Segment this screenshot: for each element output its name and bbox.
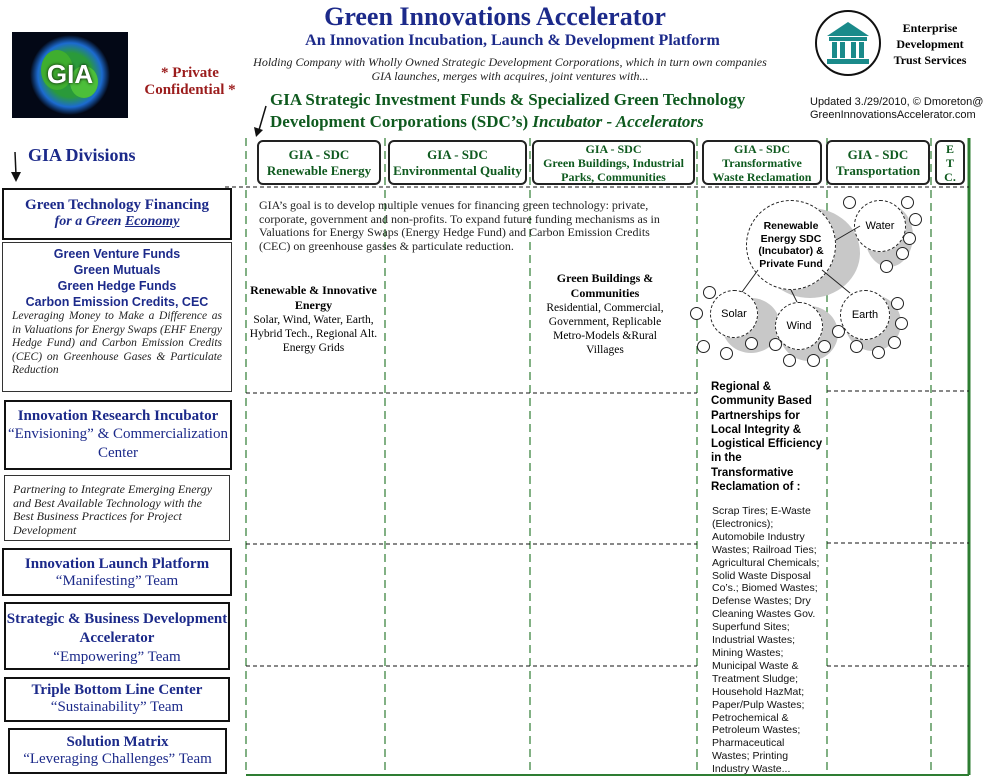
satellite-dot <box>745 337 758 350</box>
satellite-dot <box>903 232 916 245</box>
wind-circle[interactable]: Wind <box>775 302 823 350</box>
waste-list: Scrap Tires; E-Waste (Electronics); Automobile Industry Wastes; Railroad Ties; Agricultural Chemicals; Solid Waste Disposal Co’s.; Biomed Wastes; Defense Wastes; Dry Cleaning Wastes Gov. Superfund Sites; Industrial Wastes; Mining Wastes; Municipal Waste & Treatment Sludge; Household HazMat; Paper/Pulp Wastes; Petrochemical & Petroleum Wastes; Pharmaceutical Wastes; Printing Industry Waste... <box>712 505 820 776</box>
satellite-dot <box>891 297 904 310</box>
satellite-dot <box>896 247 909 260</box>
updated-line-2: GreenInnovationsAccelerator.com <box>810 109 976 121</box>
sdc-environmental-quality[interactable]: GIA - SDC Environmental Quality <box>388 140 527 185</box>
research-subtitle: “Envisioning” & Commercialization Center <box>8 426 228 461</box>
water-circle[interactable]: Water <box>854 200 906 252</box>
page-subtitle: An Innovation Incubation, Launch & Development Platform <box>305 32 720 49</box>
renewable-body: Solar, Wind, Water, Earth, Hybrid Tech., Regional Alt. Energy Grids <box>249 314 378 354</box>
triple-subtitle: “Sustainability” Team <box>50 699 184 715</box>
fund-item[interactable]: Green Mutuals <box>73 263 161 277</box>
funds-line-2: Development Corporations (SDC’s) Incubator - Accelerators <box>270 112 704 131</box>
satellite-dot <box>807 354 820 367</box>
satellite-dot <box>888 336 901 349</box>
launch-title: Innovation Launch Platform <box>24 556 210 572</box>
sdc-green-buildings[interactable]: GIA - SDC Green Buildings, Industrial Parks, Communities <box>532 140 695 185</box>
regional-title: Regional & Community Based Partnerships for Local Integrity & Logistical Efficiency in the Transformative Reclamation of : <box>711 381 823 494</box>
updated-line-1: Updated 3./29/2010, © Dmoreton@ <box>810 96 983 108</box>
satellite-dot <box>880 260 893 273</box>
funds-line-1: GIA Strategic Investment Funds & Specialized Green Technology <box>270 90 746 109</box>
satellite-dot <box>832 325 845 338</box>
renewable-title: Renewable & Innovative Energy <box>250 283 377 312</box>
logo-text: GIA <box>46 59 94 89</box>
center-circle[interactable]: Renewable Energy SDC (Incubator) & Private Fund <box>746 200 836 290</box>
satellite-dot <box>720 347 733 360</box>
trust-line-3: Trust Services <box>893 53 967 67</box>
satellite-dot <box>872 346 885 359</box>
satellite-dot <box>843 196 856 209</box>
satellite-dot <box>703 286 716 299</box>
page-title: Green Innovations Accelerator <box>324 2 666 31</box>
satellite-dot <box>895 317 908 330</box>
strategic-subtitle: “Empowering” Team <box>53 649 181 665</box>
financing-subtitle: for a Green Economy <box>54 214 180 229</box>
divisions-heading: GIA Divisions <box>28 145 136 165</box>
fund-item[interactable]: Green Hedge Funds <box>57 279 177 293</box>
private-line-2: Confidential * <box>144 82 236 98</box>
satellite-dot <box>783 354 796 367</box>
satellite-dot <box>818 340 831 353</box>
trust-line-2: Development <box>896 37 964 51</box>
sdc-etc[interactable]: E T C. <box>935 140 965 185</box>
satellite-dot <box>697 340 710 353</box>
buildings-title: Green Buildings & Communities <box>556 271 654 300</box>
goal-text: GIA’s goal is to develop multiple venues for financing green technology: private, corporate, government and non-profits. To expand future funding mechanisms as in Valuations for Energy Swaps (Energy Hedge Fund) and Carbon Emission Credits (CEC) on greenhouse gasses & particulate reduction. <box>259 198 660 253</box>
earth-circle[interactable]: Earth <box>840 290 890 340</box>
satellite-dot <box>901 196 914 209</box>
page-description: Holding Company with Wholly Owned Strategic Development Corporations, which in turn own companies GIA launches, merges with acquires, joint ventures with... <box>253 55 767 83</box>
solution-title: Solution Matrix <box>66 734 169 750</box>
funds-description: Leveraging Money to Make a Difference as in Valuations for Energy Swaps (EHF Energy Hedge Fund) and Carbon Emission Credits (CEC) on Greenhouse Gases & Particulate Reduction <box>12 310 222 376</box>
sdc-transportation[interactable]: GIA - SDC Transportation <box>826 140 930 185</box>
partnering-text: Partnering to Integrate Emerging Energy and Best Available Technology with the Best Business Practices for Project Development <box>13 482 213 537</box>
fund-item[interactable]: Green Venture Funds <box>53 247 181 261</box>
solution-subtitle: “Leveraging Challenges” Team <box>23 751 212 767</box>
satellite-dot <box>769 338 782 351</box>
financing-title: Green Technology Financing <box>25 197 209 213</box>
satellite-dot <box>690 307 703 320</box>
sdc-waste-reclamation[interactable]: GIA - SDC Transformative Waste Reclamation <box>702 140 822 185</box>
fund-item[interactable]: Carbon Emission Credits, CEC <box>25 295 209 309</box>
research-title: Innovation Research Incubator <box>17 408 219 424</box>
launch-subtitle: “Manifesting” Team <box>55 573 179 589</box>
satellite-dot <box>909 213 922 226</box>
solar-circle[interactable]: Solar <box>710 290 758 338</box>
sdc-renewable-energy[interactable]: GIA - SDC Renewable Energy <box>257 140 381 185</box>
satellite-dot <box>850 340 863 353</box>
buildings-body: Residential, Commercial, Government, Replicable Metro-Models &Rural Villages <box>546 302 664 356</box>
triple-title: Triple Bottom Line Center <box>31 682 203 698</box>
strategic-title: Strategic & Business Development Accelerator <box>6 611 228 646</box>
trust-line-1: Enterprise <box>902 21 958 35</box>
private-line-1: * Private <box>161 65 219 81</box>
